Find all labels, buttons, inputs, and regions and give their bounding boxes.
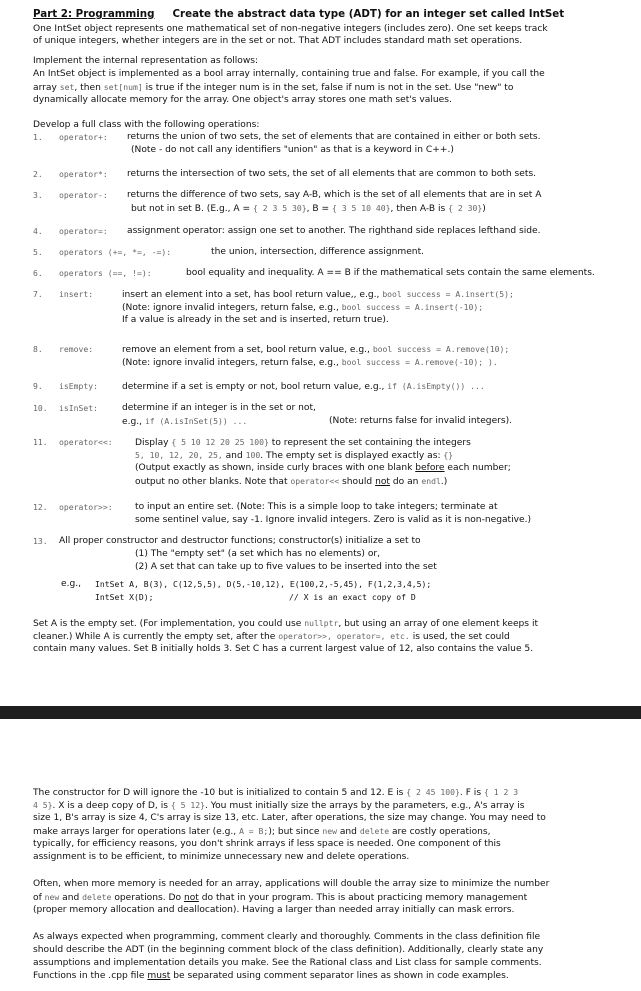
para-e-line-2: should describe the ADT (in the beginning comment block of the class definition). Additionally, clearly state any (33, 945, 544, 955)
assignment-title: Create the abstract data type (ADT) for an integer set called IntSet (172, 8, 565, 20)
intro-line-1: One IntSet object represents one mathematical set of non-negative integers (includes zero). One set keeps track (33, 24, 548, 34)
para-a-line-2: cleaner.) While A is currently the empty set, after the operator>>, operator=, etc. is used, the set could (33, 631, 510, 642)
para-c-line-1: The constructor for D will ignore the -10 but is initialized to contain 5 and 12. E is { 2 45 100}. F is { 1 2 3 (33, 787, 519, 798)
part-label: Part 2: Programming (33, 8, 155, 20)
impl-heading: Implement the internal representation as follows: (33, 56, 259, 66)
para-d-line-3: (proper memory allocation and deallocation). Having a larger than needed array initially can mask errors. (33, 905, 515, 915)
page-top: Part 2: Programming Create the abstract data type (ADT) for an integer set called IntSet One IntSet object represents one mathematical set of non-negative integers (includes zero). One set keeps track of unique integers, whether integers are in the set or not. That ADT includes standard math set operations. Implement the internal representation as follows: An IntSet object is implemented as a bool array internally, containing true and false. For example, if you call the array set, then set[num] is true if the integer num is in the set, false if num is not in the set. Use "new" to dynamically allocate memory for the array. One object's array stores one math set's values. Develop a full class with the following operations: 1. operator+: returns the union of two sets, the set of elements that are contained in either or both sets. (Note - do not call any identifiers "union" as that is a keyword in C++.) 2. operator*: returns the intersection of two sets, the set of all elements that are common to both sets. 3. operator-: returns the difference of two sets, say A-B, which is the set of all elements that are in set A but not in set B. (E.g., A = { 2 3 5 30}, B = { 3 5 10 40}, then A-B is { 2 30}) 4. operator=: assignment operator: assign one set to another. The righthand side replaces lefthand side. 5. operators (+=, *=, -=): the union, intersection, difference assignment. 6. operators (==, !=): bool equality and inequality. A == B if the mathematical sets contain the same elements. 7. insert: insert an element into a set, has bool return value,, e.g., bool success = A.insert(5); (Note: ignore invalid integers, return false, e.g., bool success = A.insert(-10); If a value is already in the set and is inserted, return true). 8. remove: remove an element from a set, bool return value, e.g., bool success = A.remove(10); (Note: ignore invalid integers, return false, e.g., bool success = A.remove(-10); ). 9. isEmpty: determine if a set is empty or not, bool return value, e.g., if (A.isEmpty()) ... 10. isInSet: determine if an integer is in the set or not, e.g., if (A.isInSet(5)) ... (Note: returns false for invalid integers). 11. operator<<: Display { 5 10 12 20 25 100} to represent the set containing the integers 5, 10, 12, 20, 25, and 100. The empty set is displayed exactly as: {} (Output exactly as shown, inside curly braces with one blank before each number; output no other blanks. Note that operator<< should not do an endl.) 12. operator>>: to input an entire set. (Note: This is a simple loop to take integers; terminate at some sentinel value, say -1. Ignore invalid integers. Zero is valid as it is non-negative.) 13. All proper constructor and destructor functions; constructor(s) initialize a set to (1) The "empty set" (a set which has no elements) or, (2) A set that can take up to five values to be inserted into the set e.g., IntSet A, B(3), C(12,5,5), D(5,-10,12), E(100,2,-5,45), F(1,2,3,4,5); IntSet X(D); // X is an exact copy of D Set A is the empty set. (For implementation, you could use nullptr, but using an array of one element keeps it cleaner.) While A is currently the empty set, after the operator>>, operator=, etc. is used, the set could contain many values. Set B initially holds 3. Set C has a current largest value of 12, also contains the value 5. (0, 0, 641, 706)
para-d-line-1: Often, when more memory is needed for an array, applications will double the array size to minimize the number (33, 879, 550, 889)
para-d-line-2: of new and delete operations. Do not do that in your program. This is about practicing memory management (33, 892, 528, 903)
para-c-line-3: size 1, B's array is size 4, C's array is size 13, etc. Later, after operations, the size may change. You may need to (33, 813, 546, 823)
para-c-line-5: typically, for efficiency reasons, you don't shrink arrays if less space is needed. One component of this (33, 839, 501, 849)
para-e-line-1: As always expected when programming, comment clearly and thoroughly. Comments in the class definition file (33, 932, 541, 942)
page-separator (0, 706, 641, 719)
constructor-example-code: IntSet A, B(3), C(12,5,5), D(5,-10,12), E(100,2,-5,45), F(1,2,3,4,5); (95, 579, 432, 589)
impl-line-2: array set, then set[num] is true if the integer num is in the set, false if num is not in the set. Use "new" to (33, 82, 514, 93)
para-e-line-4: Functions in the .cpp file must be separated using comment separator lines as shown in code examples. (33, 971, 509, 981)
para-c-line-4: make arrays larger for operations later (e.g., A = B;); but since new and delete are costly operations, (33, 826, 491, 837)
intro-line-2: of unique integers, whether integers are in the set or not. That ADT includes standard math set operations. (33, 36, 523, 46)
op-name: operator+: (59, 132, 108, 142)
para-c-line-6: assignment is to be efficient, to minimize unnecessary new and delete operations. (33, 852, 410, 862)
impl-line-1: An IntSet object is implemented as a bool array internally, containing true and false. For example, if you call the (33, 69, 545, 79)
assignment-header (33, 8, 625, 20)
para-a-line-3: contain many values. Set B initially holds 3. Set C has a current largest value of 12, also contains the value 5. (33, 644, 534, 654)
op-union: 1. operator+: returns the union of two sets, the set of elements that are contained in either or both sets. (Note - do not call any identifiers "union" as that is a keyword in C++.) (33, 132, 541, 155)
ops-heading: Develop a full class with the following operations: (33, 120, 260, 130)
impl-line-3: dynamically allocate memory for the array. One object's array stores one math set's values. (33, 95, 452, 105)
para-a-line-1: Set A is the empty set. (For implementation, you could use nullptr, but using an array of one element keeps it (33, 618, 539, 629)
page-bottom (0, 719, 641, 991)
para-c-line-2: 4 5}. X is a deep copy of D, is { 5 12}. You must initially size the arrays by the parameters, e.g., A's array is (33, 800, 525, 811)
para-e-line-3: assumptions and implementation details you make. See the Rational class and List class for sample comments. (33, 958, 542, 968)
